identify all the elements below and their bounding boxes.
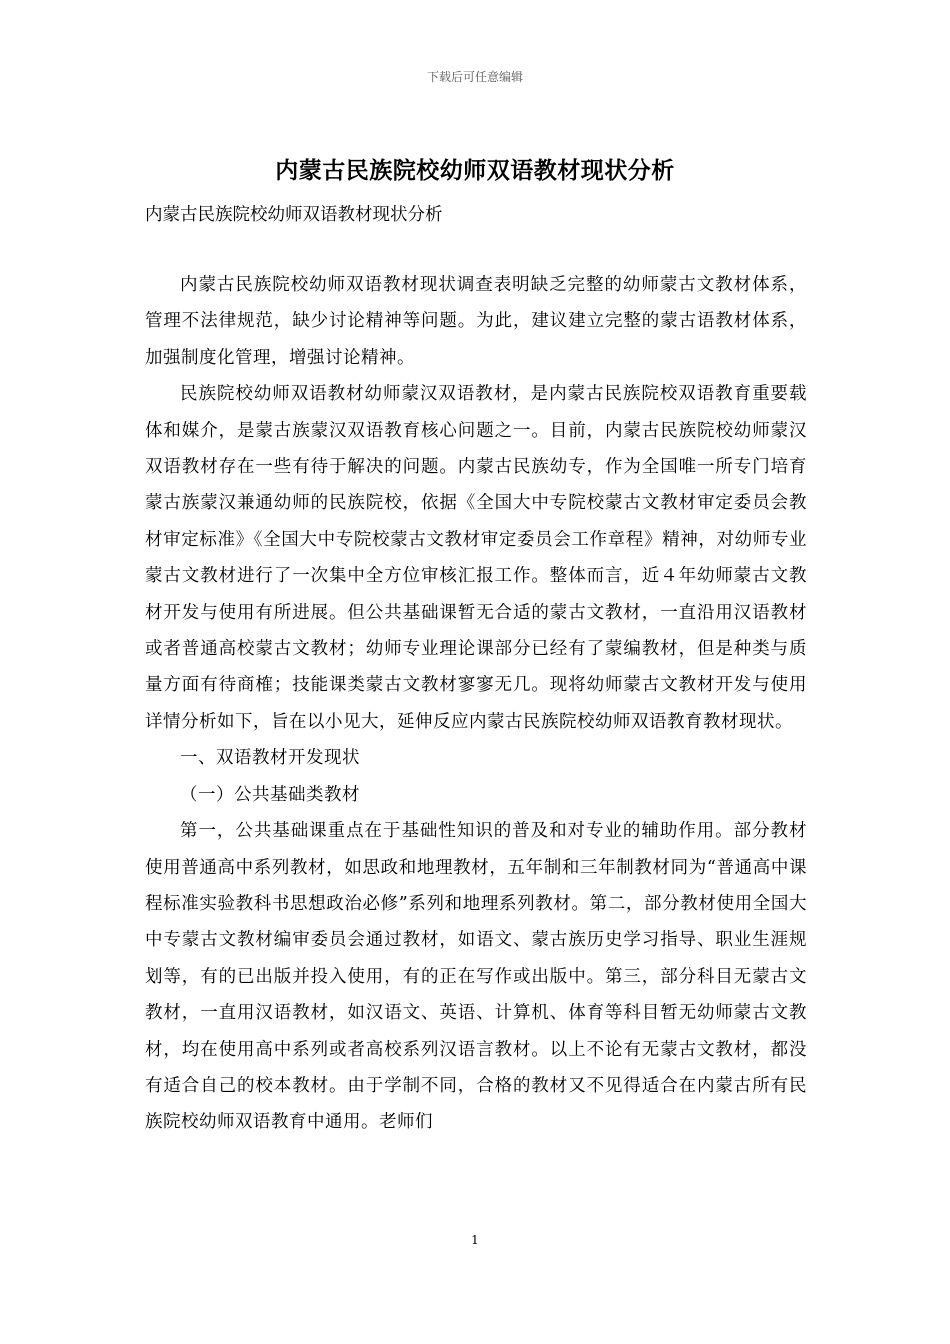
subsection-heading-1: （一）公共基础类教材: [180, 784, 360, 805]
section-heading-1: 一、双语教材开发现状: [180, 748, 360, 769]
page-header-note: 下载后可任意编辑: [426, 70, 523, 84]
page-number: 1: [471, 1233, 479, 1247]
paragraph-public-basic: 第一，公共基础课重点在于基础性知识的普及和对专业的辅助作用。部分教材使用普通高中系列教材，如思政和地理教材，五年制和三年制教材同为“普通高中课程标准实验教科书思想政治必修”系列和地理系列教材。第二，部分教材使用全国大中专蒙古文教材编审委员会通过教材，如语文、蒙古族历史学习指导、职业生涯规划等，有的已出版并投入使用，有的正在写作或出版中。第三，部分科目无蒙古文教材，一直用汉语教材，如汉语文、英语、计算机、体育等科目暂无幼师蒙古文教材，均在使用高中系列或者高校系列汉语言教材。以上不论有无蒙古文教材，都没有适合自己的校本教材。由于学制不同，合格的教材又不见得适合在内蒙古所有民族院校幼师双语教育中通用。老师们: [145, 821, 807, 1133]
document-body: [145, 267, 807, 1141]
paragraph-intro: 民族院校幼师双语教材幼师蒙汉双语教材，是内蒙古民族院校双语教育重要载体和媒介，是蒙古族蒙汉双语教育核心问题之一。目前，内蒙古民族院校幼师蒙汉双语教材存在一些有待于解决的问题。内蒙古民族幼专，作为全国唯一所专门培育蒙古族蒙汉兼通幼师的民族院校，依据《全国大中专院校蒙古文教材审定委员会教材审定标准》《全国大中专院校蒙古文教材审定委员会工作章程》精神，对幼师专业蒙古文教材进行了一次集中全方位审核汇报工作。整体而言，近４年幼师蒙古文教材开发与使用有所进展。但公共基础课暂无合适的蒙古文教材，一直沿用汉语教材或者普通高校蒙古文教材；幼师专业理论课部分已经有了蒙编教材，但是种类与质量方面有待商榷；技能课类蒙古文教材寥寥无几。现将幼师蒙古文教材开发与使用详情分析如下，旨在以小见大，延伸反应内蒙古民族院校幼师双语教育教材现状。: [145, 384, 807, 732]
document-title: 内蒙古民族院校幼师双语教材现状分析: [275, 157, 675, 184]
document-subtitle: 内蒙古民族院校幼师双语教材现状分析: [145, 205, 443, 225]
paragraph-abstract: 内蒙古民族院校幼师双语教材现状调查表明缺乏完整的幼师蒙古文教材体系，管理不法律规范，缺少讨论精神等问题。为此，建议建立完整的蒙古语教材体系，加强制度化管理，增强讨论精神。: [145, 275, 807, 368]
